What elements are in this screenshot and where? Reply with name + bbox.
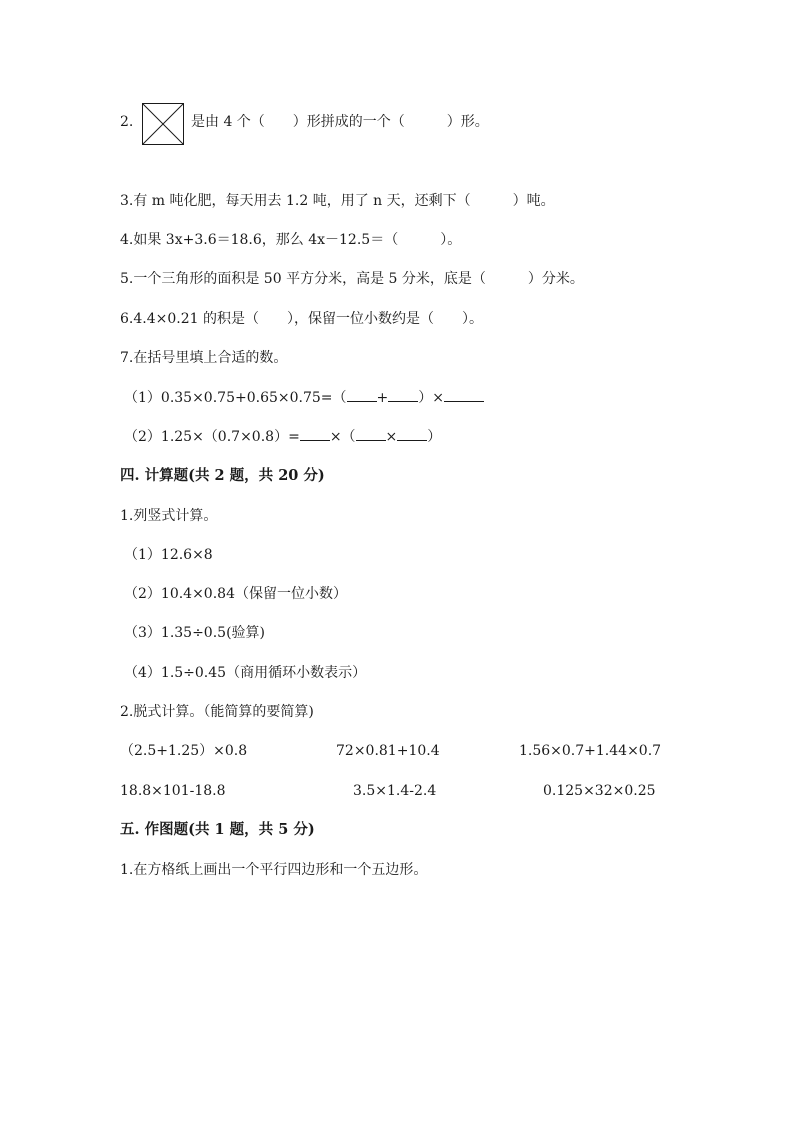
q7-sub2-part-c: ×: [385, 429, 398, 445]
answer-blank[interactable]: [300, 426, 330, 441]
answer-blank[interactable]: [347, 387, 377, 402]
expression: 72×0.81+10.4: [336, 743, 440, 759]
section-5-heading: 五. 作图题(共 1 题，共 5 分): [120, 821, 315, 838]
q7-sub1-part-c: ）×: [418, 390, 444, 406]
answer-blank[interactable]: [397, 426, 427, 441]
expression: 3.5×1.4-2.4: [353, 783, 437, 799]
q7-sub1-part-a: （1）0.35×0.75+0.65×0.75=（: [124, 390, 347, 406]
question-4: 4.如果 3x+3.6＝18.6，那么 4x－12.5＝（ ）。: [120, 232, 462, 248]
question-2-text: 是由 4 个（ ）形拼成的一个（ ）形。: [191, 114, 489, 130]
question-7-sub-1: [124, 387, 484, 408]
q7-sub2-part-a: （2）1.25×（0.7×0.8）=: [124, 429, 300, 445]
expression: 18.8×101-18.8: [120, 783, 226, 799]
section-4-q2-title: 2.脱式计算。（能简算的要简算): [120, 704, 314, 720]
question-5: 5.一个三角形的面积是 50 平方分米，高是 5 分米，底是（ ）分米。: [120, 271, 584, 287]
question-7-title: 7.在括号里填上合适的数。: [120, 350, 288, 366]
section-4-heading: 四. 计算题(共 2 题，共 20 分): [120, 467, 325, 484]
expression: （2.5+1.25）×0.8: [120, 743, 248, 759]
question-2-number: 2.: [120, 114, 134, 130]
expression: 0.125×32×0.25: [543, 783, 656, 799]
answer-blank[interactable]: [444, 387, 484, 402]
calc-item: （3）1.35÷0.5(验算): [124, 625, 265, 641]
answer-blank[interactable]: [356, 426, 386, 441]
question-3: 3.有 m 吨化肥，每天用去 1.2 吨，用了 n 天，还剩下（ ）吨。: [120, 193, 555, 209]
expression: 1.56×0.7+1.44×0.7: [519, 743, 662, 759]
calc-item: （2）10.4×0.84（保留一位小数）: [124, 586, 347, 602]
question-7-sub-2: [124, 426, 441, 447]
section-4-q1-title: 1.列竖式计算。: [120, 508, 218, 524]
section-5-q1: 1.在方格纸上画出一个平行四边形和一个五边形。: [120, 862, 428, 878]
calc-item: （4）1.5÷0.45（商用循环小数表示）: [124, 665, 367, 681]
square-diagonals-figure: [142, 103, 184, 145]
q7-sub2-part-d: ）: [427, 429, 442, 445]
q7-sub1-part-b: +: [376, 390, 389, 406]
question-6: 6.4.4×0.21 的积是（ ），保留一位小数约是（ ）。: [120, 311, 483, 327]
calc-item: （1）12.6×8: [124, 547, 213, 563]
q7-sub2-part-b: ×（: [329, 429, 356, 445]
answer-blank[interactable]: [388, 387, 418, 402]
